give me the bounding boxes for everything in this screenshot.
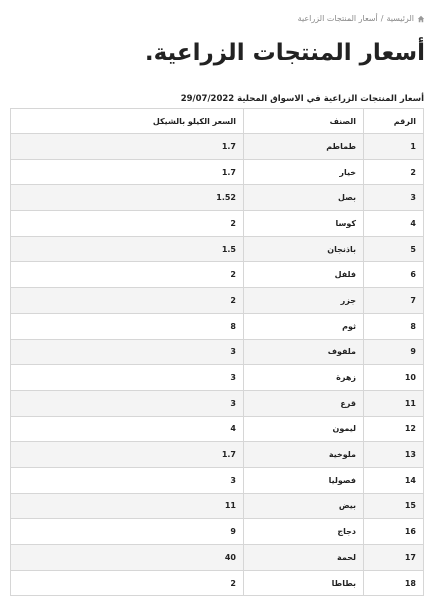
cell-number: 10 bbox=[364, 365, 424, 391]
cell-price: 3 bbox=[11, 467, 244, 493]
breadcrumb bbox=[298, 14, 425, 23]
cell-number: 2 bbox=[364, 159, 424, 185]
table-row bbox=[11, 442, 424, 468]
table-row bbox=[11, 570, 424, 596]
cell-number: 18 bbox=[364, 570, 424, 596]
cell-item: باذنجان bbox=[244, 236, 364, 262]
cell-number: 4 bbox=[364, 211, 424, 237]
table-row bbox=[11, 365, 424, 391]
table-body bbox=[11, 134, 424, 596]
cell-price: 8 bbox=[11, 313, 244, 339]
cell-item: كوسا bbox=[244, 211, 364, 237]
cell-price: 2 bbox=[11, 570, 244, 596]
cell-item: فلفل bbox=[244, 262, 364, 288]
cell-item: ليمون bbox=[244, 416, 364, 442]
cell-number: 7 bbox=[364, 288, 424, 314]
table-row bbox=[11, 211, 424, 237]
table-row bbox=[11, 288, 424, 314]
column-header-price: السعر الكيلو بالشيكل bbox=[11, 109, 244, 134]
cell-item: بطاطا bbox=[244, 570, 364, 596]
cell-number: 3 bbox=[364, 185, 424, 211]
cell-price: 1.5 bbox=[11, 236, 244, 262]
cell-item: لحمة bbox=[244, 545, 364, 571]
page-title: أسعار المنتجات الزراعية. bbox=[144, 40, 425, 66]
column-header-item: الصنف bbox=[244, 109, 364, 134]
cell-price: 2 bbox=[11, 288, 244, 314]
table-row bbox=[11, 134, 424, 160]
cell-number: 12 bbox=[364, 416, 424, 442]
prices-table bbox=[10, 108, 424, 596]
cell-price: 1.52 bbox=[11, 185, 244, 211]
cell-price: 2 bbox=[11, 211, 244, 237]
cell-number: 11 bbox=[364, 390, 424, 416]
cell-item: دجاج bbox=[244, 519, 364, 545]
table-row bbox=[11, 493, 424, 519]
breadcrumb-home-link[interactable]: الرئيسية bbox=[386, 14, 414, 23]
breadcrumb-current: أسعار المنتجات الزراعية bbox=[297, 14, 378, 23]
cell-item: بصل bbox=[244, 185, 364, 211]
cell-price: 1.7 bbox=[11, 134, 244, 160]
table-header-row bbox=[11, 109, 424, 134]
cell-price: 4 bbox=[11, 416, 244, 442]
cell-number: 6 bbox=[364, 262, 424, 288]
cell-item: قرع bbox=[244, 390, 364, 416]
cell-item: زهرة bbox=[244, 365, 364, 391]
table-row bbox=[11, 390, 424, 416]
cell-number: 9 bbox=[364, 339, 424, 365]
table-row bbox=[11, 416, 424, 442]
table-row bbox=[11, 545, 424, 571]
table-row bbox=[11, 159, 424, 185]
table-caption: أسعار المنتجات الزراعية في الاسواق المحلية 29/07/2022 bbox=[180, 94, 424, 104]
table-row bbox=[11, 467, 424, 493]
cell-item: بيض bbox=[244, 493, 364, 519]
cell-price: 3 bbox=[11, 339, 244, 365]
cell-item: ثوم bbox=[244, 313, 364, 339]
table-row bbox=[11, 519, 424, 545]
cell-price: 40 bbox=[11, 545, 244, 571]
cell-number: 13 bbox=[364, 442, 424, 468]
home-icon[interactable] bbox=[417, 15, 425, 23]
cell-number: 16 bbox=[364, 519, 424, 545]
cell-number: 14 bbox=[364, 467, 424, 493]
cell-price: 3 bbox=[11, 390, 244, 416]
cell-price: 1.7 bbox=[11, 159, 244, 185]
cell-price: 2 bbox=[11, 262, 244, 288]
cell-price: 9 bbox=[11, 519, 244, 545]
cell-item: جزر bbox=[244, 288, 364, 314]
table-row bbox=[11, 339, 424, 365]
table-row bbox=[11, 185, 424, 211]
cell-item: ملوخية bbox=[244, 442, 364, 468]
table-row bbox=[11, 313, 424, 339]
cell-number: 8 bbox=[364, 313, 424, 339]
cell-number: 1 bbox=[364, 134, 424, 160]
cell-item: خيار bbox=[244, 159, 364, 185]
breadcrumb-separator: / bbox=[380, 14, 384, 23]
table-row bbox=[11, 236, 424, 262]
cell-number: 17 bbox=[364, 545, 424, 571]
cell-price: 3 bbox=[11, 365, 244, 391]
cell-number: 5 bbox=[364, 236, 424, 262]
table-row bbox=[11, 262, 424, 288]
column-header-number: الرقم bbox=[364, 109, 424, 134]
cell-number: 15 bbox=[364, 493, 424, 519]
cell-price: 1.7 bbox=[11, 442, 244, 468]
cell-item: فصوليا bbox=[244, 467, 364, 493]
cell-item: ملفوف bbox=[244, 339, 364, 365]
cell-price: 11 bbox=[11, 493, 244, 519]
cell-item: طماطم bbox=[244, 134, 364, 160]
